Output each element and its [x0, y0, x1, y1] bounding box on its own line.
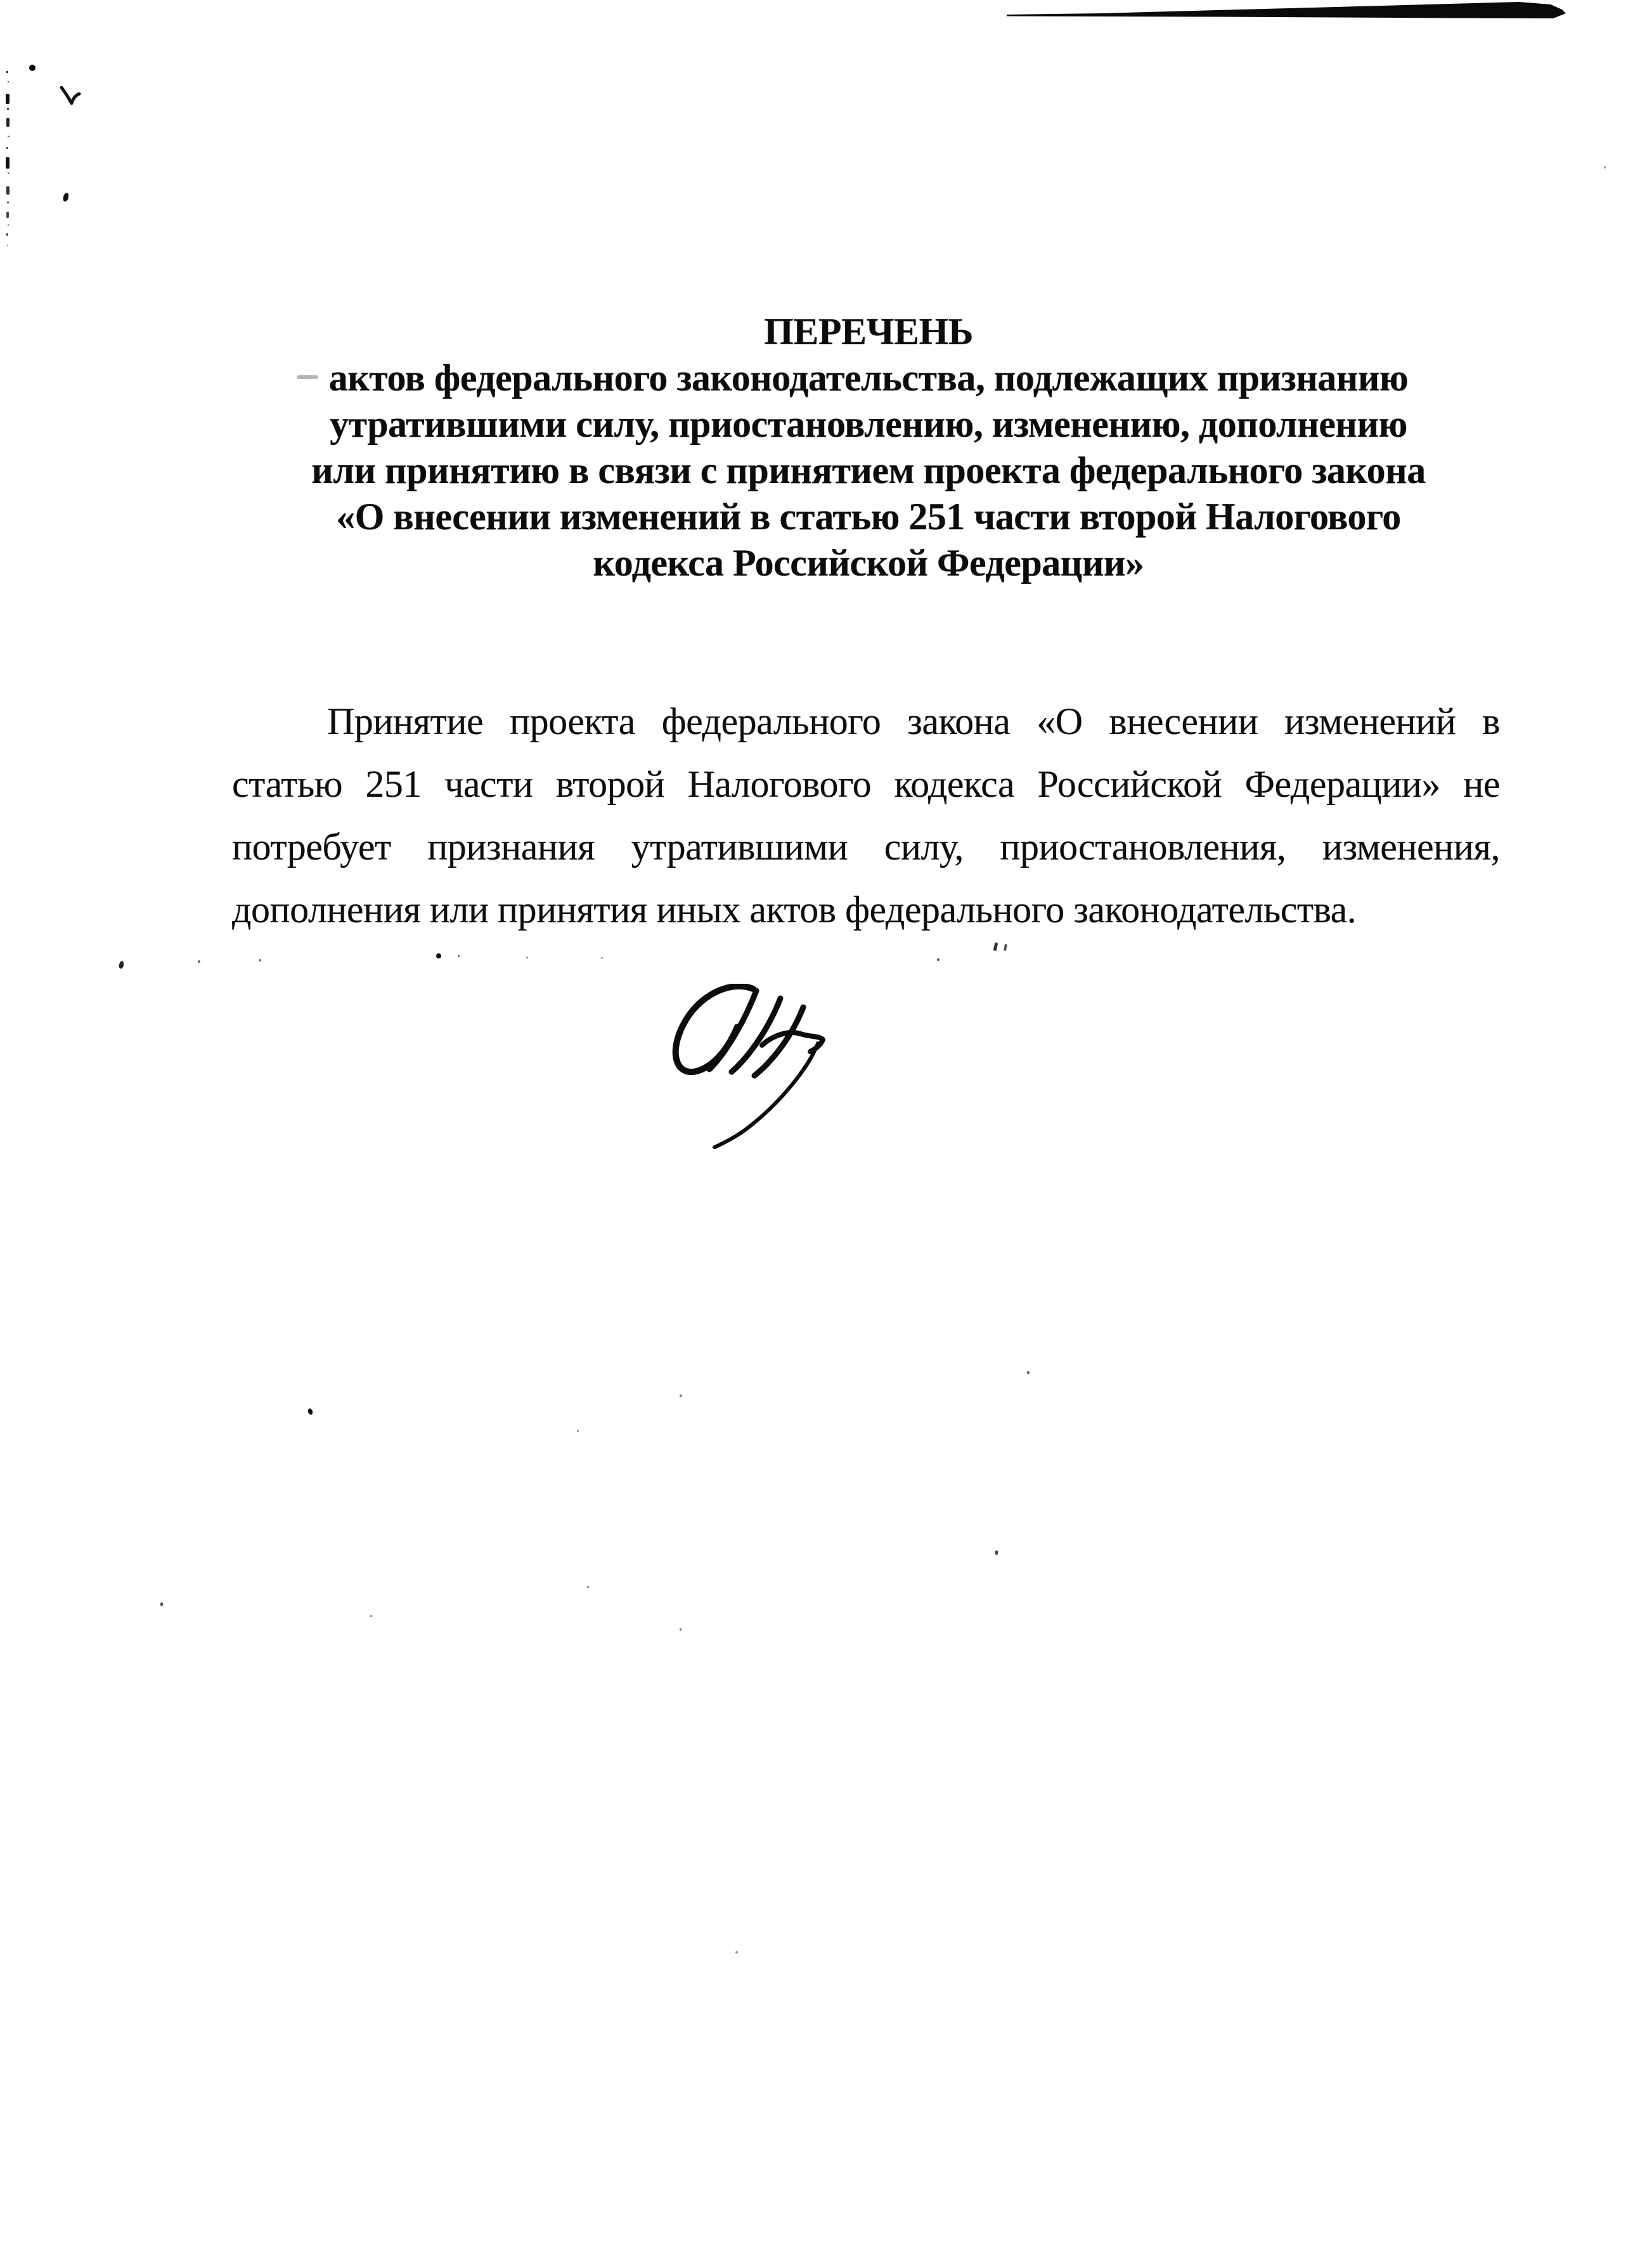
scan-speck	[6, 118, 10, 127]
scan-speck	[259, 959, 261, 962]
document-paragraph	[232, 690, 1500, 941]
scan-speck	[1604, 166, 1606, 169]
scan-speck	[6, 233, 8, 236]
title-line-5: «О внесении изменений в статью 251 части второй Налогового	[336, 496, 1401, 538]
signature	[667, 984, 827, 1151]
scan-speck	[8, 172, 10, 174]
scan-speck	[6, 71, 8, 73]
scan-speck	[29, 65, 36, 71]
title-line-4: или принятию в связи с принятием проекта федерального закона	[311, 449, 1426, 491]
scan-streak-artifact	[1007, 1, 1566, 20]
scan-speck	[62, 192, 70, 202]
scan-speck	[526, 957, 528, 958]
title-line-3: утратившими силу, приостановлению, изменению, дополнению	[330, 403, 1407, 445]
document-title	[254, 309, 1483, 586]
scan-speck	[1004, 944, 1007, 951]
scan-speck	[160, 1602, 163, 1606]
scan-speck	[735, 1951, 738, 1954]
scan-speck	[601, 957, 603, 959]
scan-speck	[8, 81, 9, 82]
scan-speck	[937, 958, 940, 961]
title-line-6: кодекса Российской Федерации»	[593, 542, 1144, 584]
scan-speck	[8, 224, 9, 226]
scan-speck	[7, 202, 9, 203]
scan-speck	[7, 245, 8, 246]
scan-check-artifact	[60, 86, 81, 108]
scan-speck	[198, 960, 200, 963]
scan-speck	[577, 1430, 579, 1432]
scan-speck	[1027, 1371, 1030, 1374]
title-line-2: актов федерального законодательства, подлежащих признанию	[328, 357, 1409, 399]
scan-speck	[436, 953, 441, 958]
scan-speck	[993, 943, 998, 951]
scan-speck	[307, 1408, 314, 1415]
scan-speck	[119, 960, 125, 969]
paragraph-line-3: потребует признания утратившими силу, приостановления, изменения,	[232, 826, 1500, 868]
scan-speck	[680, 1628, 681, 1631]
scan-speck	[6, 157, 10, 169]
scan-speck	[8, 136, 10, 137]
scan-speck	[6, 94, 10, 104]
paragraph-line-1: Принятие проекта федерального закона «О внесении изменений в	[327, 700, 1500, 742]
paragraph-line-4: дополнения или принятия иных актов федерального законодательства.	[232, 889, 1357, 931]
scan-speck	[6, 212, 9, 218]
title-line-1: ПЕРЕЧЕНЬ	[764, 311, 973, 352]
scan-speck	[680, 1395, 682, 1397]
scan-speck	[7, 108, 9, 110]
scan-speck	[458, 955, 460, 957]
scan-speck	[587, 1586, 589, 1588]
scan-speck	[6, 186, 10, 195]
scan-speck	[6, 147, 8, 149]
paragraph-line-2: статью 251 части второй Налогового кодекса Российской Федерации» не	[232, 763, 1500, 805]
scan-speck	[370, 1615, 372, 1617]
scan-speck	[995, 1550, 998, 1555]
